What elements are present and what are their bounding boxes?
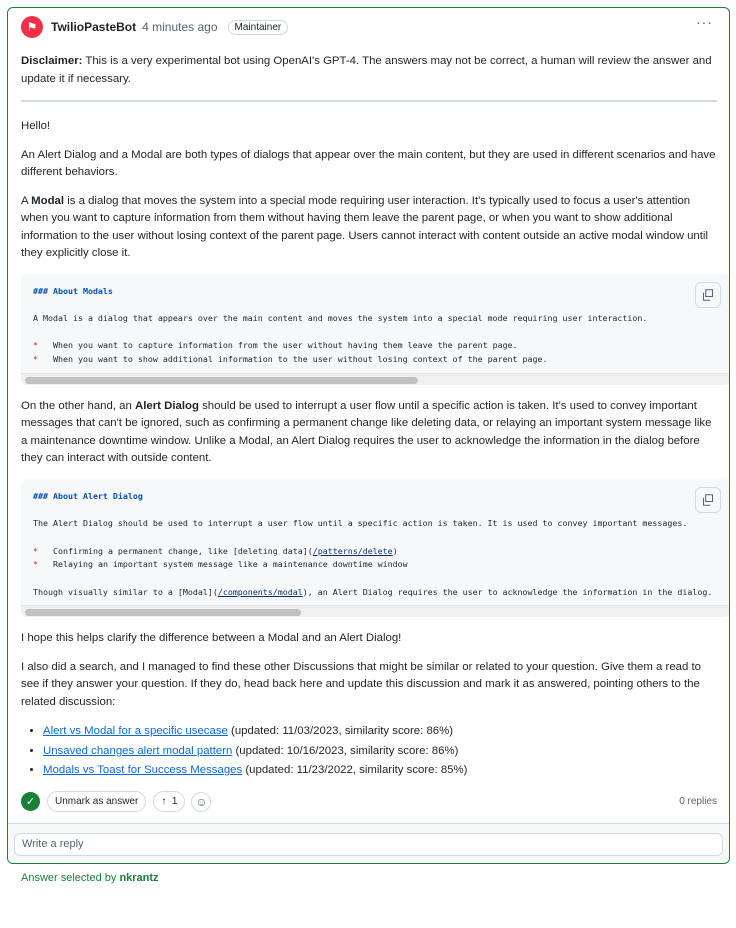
code-block bbox=[21, 479, 730, 618]
code-text: ) bbox=[392, 545, 398, 556]
post-body bbox=[21, 53, 717, 781]
scrollbar-thumb[interactable] bbox=[25, 377, 418, 384]
code-heading: ### About Modals bbox=[33, 285, 113, 296]
horizontal-scrollbar[interactable] bbox=[21, 373, 730, 385]
code-line: When you want to capture information from the user without having them leave the parent page. bbox=[53, 340, 518, 351]
paragraph bbox=[21, 193, 717, 263]
avatar[interactable]: ⚑ bbox=[21, 16, 43, 38]
link-meta: (updated: 11/03/2023, similarity score: 86%) bbox=[227, 725, 454, 738]
upvote-count: 1 bbox=[171, 796, 178, 808]
bold-text: Alert Dialog bbox=[135, 399, 199, 412]
code-content bbox=[21, 274, 730, 373]
code-content bbox=[21, 479, 730, 606]
timestamp[interactable]: 4 minutes ago bbox=[142, 20, 218, 34]
code-line: Confirming a permanent change, like [deleting data]( bbox=[53, 545, 313, 556]
code-line: The Alert Dialog should be used to interrupt a user flow until a specific action is taken. It is used to convey important messages. bbox=[33, 518, 688, 529]
related-discussions bbox=[43, 722, 717, 781]
text: On the other hand, an bbox=[21, 399, 135, 412]
code-link[interactable]: /patterns/delete bbox=[312, 545, 393, 556]
list-item bbox=[43, 742, 717, 762]
arrow-up-icon: ↑ bbox=[161, 796, 167, 808]
code-text: ), an Alert Dialog requires the user to acknowledge the information in the dialog. bbox=[302, 586, 713, 597]
author-name[interactable]: TwilioPasteBot bbox=[51, 20, 137, 34]
upvote-button[interactable] bbox=[153, 791, 185, 812]
code-heading: ### About Alert Dialog bbox=[33, 490, 143, 501]
bold-text: Modal bbox=[31, 194, 65, 207]
paragraph: Hello! bbox=[21, 120, 51, 132]
paragraph bbox=[21, 398, 717, 468]
disclaimer-label: Disclaimer: bbox=[21, 55, 83, 67]
bullet-marker: * bbox=[33, 340, 38, 351]
code-line: When you want to show additional information to the user without losing context of the parent page. bbox=[53, 354, 548, 365]
paragraph: I hope this helps clarify the difference between a Modal and an Alert Dialog! bbox=[21, 632, 402, 645]
text: Answer selected by bbox=[21, 871, 120, 884]
link-meta: (updated: 10/16/2023, similarity score: 86%) bbox=[232, 744, 459, 757]
scrollbar-thumb[interactable] bbox=[25, 609, 301, 616]
text: should be used to interrupt a user flow until a specific action is taken. It's used to convey important messages that can't be ignored, such as confirming a permanent change like deleting data, or relaying an important system message like a maintenance downtime window. Unlike a Modal, an Alert Dialog requires the user to acknowledge the information in the dialog before they can interact with outside content. bbox=[21, 399, 712, 465]
code-link[interactable]: /components/modal bbox=[217, 586, 303, 597]
discussion-link[interactable]: Modals vs Toast for Success Messages bbox=[43, 764, 243, 777]
disclaimer-text: This is a very experimental bot using OpenAI's GPT-4. The answers may not be correct, a human will review the answer and update it if necessary. bbox=[21, 55, 712, 85]
user-link[interactable]: nkrantz bbox=[119, 871, 159, 884]
answer-wrapper bbox=[7, 7, 730, 884]
horizontal-scrollbar[interactable] bbox=[21, 605, 730, 617]
paragraph: An Alert Dialog and a Modal are both types of dialogs that appear over the main content, but they are used in different scenarios and have different behaviors. bbox=[21, 148, 716, 178]
smiley-icon[interactable]: ☺ bbox=[191, 792, 211, 812]
code-line: Relaying an important system message like a maintenance downtime window bbox=[53, 559, 408, 570]
bullet-marker: * bbox=[33, 545, 38, 556]
paragraph: I also did a search, and I managed to find these other Discussions that might be similar or related to your question. Give them a read to see if they answer your question. If they do, head back here and update this discussion and mark it as answered, pointing others to the related discussion: bbox=[21, 660, 702, 708]
code-line: Though visually similar to a [Modal]( bbox=[33, 586, 218, 597]
bullet-marker: * bbox=[33, 354, 38, 365]
list-item bbox=[43, 722, 717, 742]
list-item bbox=[43, 761, 717, 781]
text: A bbox=[21, 194, 32, 207]
check-circle-icon: ✓ bbox=[21, 792, 40, 811]
discussion-link[interactable]: Alert vs Modal for a specific usecase bbox=[43, 725, 228, 738]
answer-card bbox=[7, 7, 730, 864]
bullet-marker: * bbox=[33, 559, 38, 570]
kebab-horizontal-icon[interactable]: ··· bbox=[696, 14, 713, 30]
link-meta: (updated: 11/23/2022, similarity score: 85%) bbox=[242, 764, 468, 777]
post-footer bbox=[21, 791, 717, 813]
reply-area bbox=[8, 823, 729, 863]
discussion-link[interactable]: Unsaved changes alert modal pattern bbox=[43, 744, 233, 757]
code-block bbox=[21, 274, 730, 385]
divider bbox=[21, 100, 717, 102]
unmark-answer-button[interactable]: Unmark as answer bbox=[47, 791, 146, 812]
disclaimer bbox=[21, 53, 717, 88]
text: is a dialog that moves the system into a special mode requiring user interaction. It's typically used to focus a user's attention when you want to capture information from them without having them leave the parent page, or when you want to show additional information to the user without losing context of the parent page. Users cannot interact with content outside an active modal window until they explicitly close it. bbox=[21, 194, 708, 259]
maintainer-badge: Maintainer bbox=[228, 20, 289, 35]
replies-count: 0 replies bbox=[679, 796, 717, 808]
copy-icon[interactable] bbox=[695, 282, 721, 308]
copy-icon[interactable] bbox=[695, 487, 721, 513]
code-line: A Modal is a dialog that appears over the main content and moves the system into a special mode requiring user interaction. bbox=[33, 312, 648, 323]
post-header bbox=[21, 16, 729, 38]
answer-selected-note bbox=[21, 872, 730, 884]
reply-input[interactable] bbox=[14, 833, 723, 856]
